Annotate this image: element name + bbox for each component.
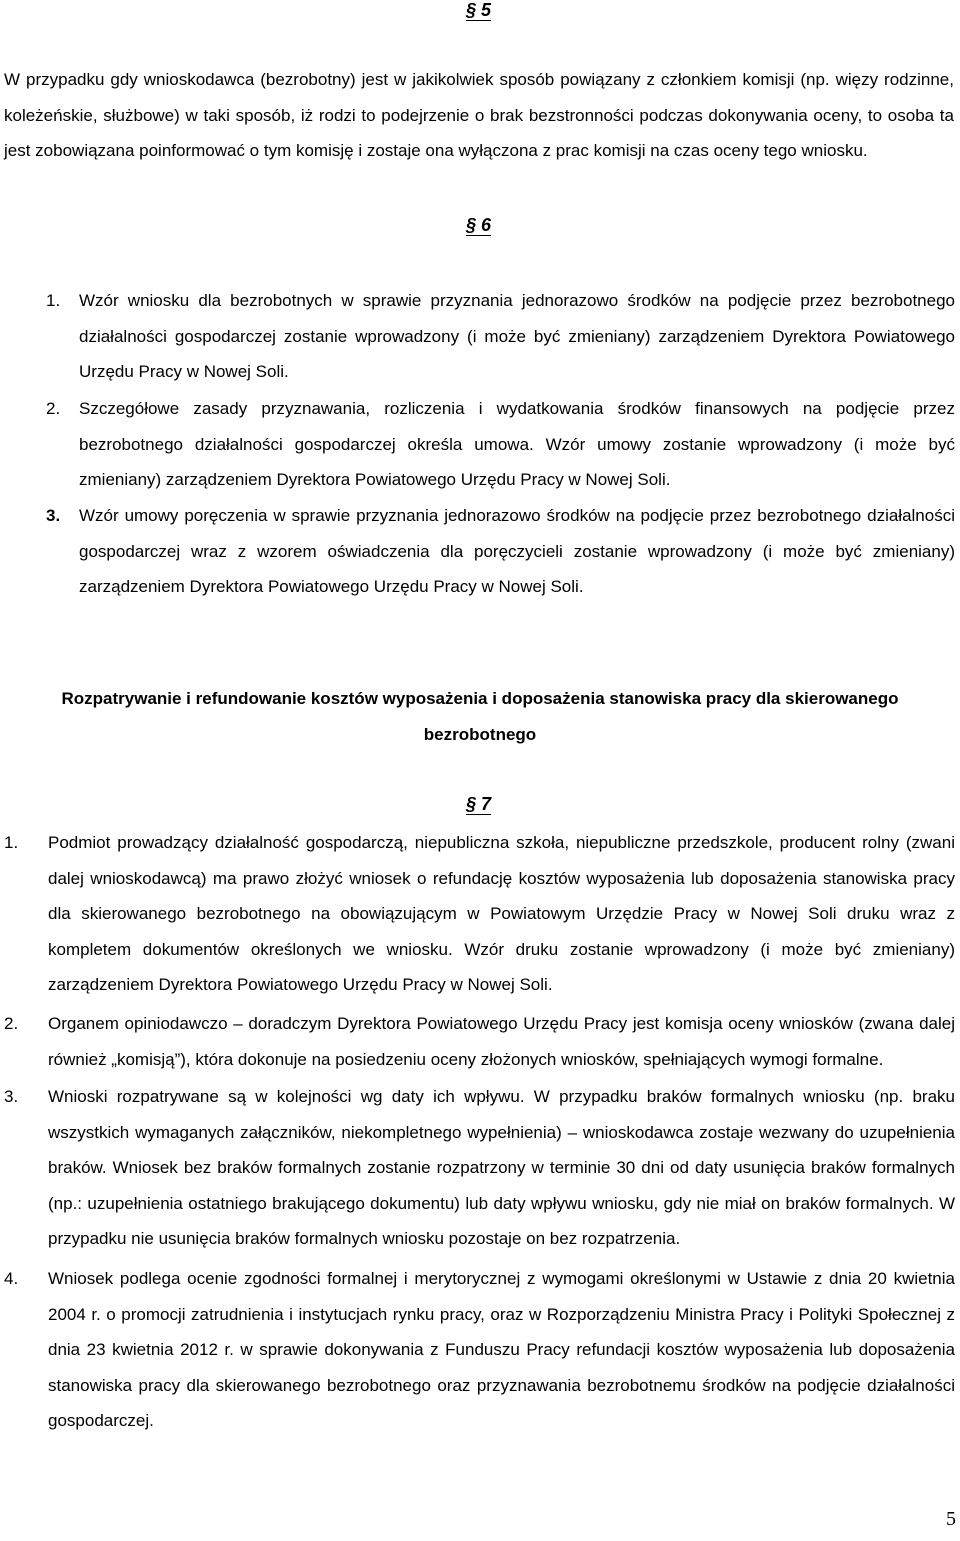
section-heading: Rozpatrywanie i refundowanie kosztów wyposażenia i doposażenia stanowiska pracy dla skierowanego	[61, 689, 899, 708]
section-marker-5: § 5	[466, 0, 492, 20]
list-item: Podmiot prowadzący działalność gospodarczą, niepubliczna szkoła, niepubliczne przedszkole, producent rolny (zwani dalej wnioskodawcą) ma prawo złożyć wniosek o refundację kosztów wyposażenia lub doposażenia stanowiska pracy dla skierowanego bezrobotnego na obowiązującym w Powiatowym Urzędzie Pracy w Nowej Soli druku wraz z kompletem dokumentów określonych we wniosku. Wzór druku zostanie wprowadzony (i może być zmieniany) zarządzeniem Dyrektora Powiatowego Urzędu Pracy w Nowej Soli.	[48, 833, 955, 994]
list-item: Wniosek podlega ocenie zgodności formalnej i merytorycznej z wymogami określonymi w Ustawie z dnia 20 kwietnia 2004 r. o promocji zatrudnienia i instytucjach rynku pracy, oraz w Rozporządzeniu Ministra Pracy i Polityki Społecznej z dnia 23 kwietnia 2012 r. w sprawie dokonywania z Funduszu Pracy refundacji kosztów wyposażenia lub doposażenia stanowiska pracy dla skierowanego bezrobotnego oraz przyznawania bezrobotnemu środków na podjęcie działalności gospodarczej.	[48, 1269, 955, 1430]
list-number: 2.	[46, 399, 61, 418]
section-marker-6: § 6	[466, 215, 492, 235]
list-item: Szczegółowe zasady przyznawania, rozliczenia i wydatkowania środków finansowych na podjęcie przez bezrobotnego działalności gospodarczej określa umowa. Wzór umowy zostanie wprowadzony (i może być zmieniany) zarządzeniem Dyrektora Powiatowego Urzędu Pracy w Nowej Soli.	[79, 399, 955, 489]
section-marker-7: § 7	[466, 794, 492, 814]
section-number: 5	[481, 0, 492, 20]
list-number: 4.	[4, 1269, 19, 1288]
section-heading-continued: bezrobotnego	[423, 725, 537, 744]
list-item: Wnioski rozpatrywane są w kolejności wg daty ich wpływu. W przypadku braków formalnych wniosku (np. braku wszystkich wymaganych załączników, niekompletnego wypełnienia) – wnioskodawca zostaje wezwany do uzupełnienia braków. Wniosek bez braków formalnych zostanie rozpatrzony w terminie 30 dni od daty usunięcia braków formalnych (np.: uzupełnienia ostatniego brakującego dokumentu) lub daty wpływu wniosku, gdy nie miał on braków formalnych. W przypadku nie usunięcia braków formalnych wniosku pozostaje on bez rozpatrzenia.	[48, 1087, 955, 1248]
list-number: 2.	[4, 1014, 19, 1033]
list-item: Organem opiniodawczo – doradczym Dyrektora Powiatowego Urzędu Pracy jest komisja oceny wniosków (zwana dalej również „komisją”), która dokonuje na posiedzeniu oceny złożonych wniosków, spełniających wymogi formalne.	[48, 1014, 955, 1069]
page-number: 5	[946, 1508, 956, 1530]
list-number: 3.	[4, 1087, 19, 1106]
list-item: Wzór wniosku dla bezrobotnych w sprawie przyznania jednorazowo środków na podjęcie przez bezrobotnego działalności gospodarczej zostanie wprowadzony (i może być zmieniany) zarządzeniem Dyrektora Powiatowego Urzędu Pracy w Nowej Soli.	[79, 291, 955, 381]
section-number: 7	[481, 794, 492, 814]
section-5-paragraph: W przypadku gdy wnioskodawca (bezrobotny) jest w jakikolwiek sposób powiązany z członkiem komisji (np. więzy rodzinne, koleżeńskie, służbowe) w taki sposób, iż rodzi to podejrzenie o brak bezstronności podczas dokonywania oceny, to osoba ta jest zobowiązana poinformować o tym komisję i zostaje ona wyłączona z prac komisji na czas oceny tego wniosku.	[4, 70, 954, 160]
list-number: 1.	[46, 291, 61, 310]
section-number: 6	[481, 215, 492, 235]
list-number: 3.	[46, 506, 61, 525]
list-item: Wzór umowy poręczenia w sprawie przyznania jednorazowo środków na podjęcie przez bezrobotnego działalności gospodarczej wraz z wzorem oświadczenia dla poręczycieli zostanie wprowadzony (i może być zmieniany) zarządzeniem Dyrektora Powiatowego Urzędu Pracy w Nowej Soli.	[79, 506, 955, 596]
list-number: 1.	[4, 833, 19, 852]
